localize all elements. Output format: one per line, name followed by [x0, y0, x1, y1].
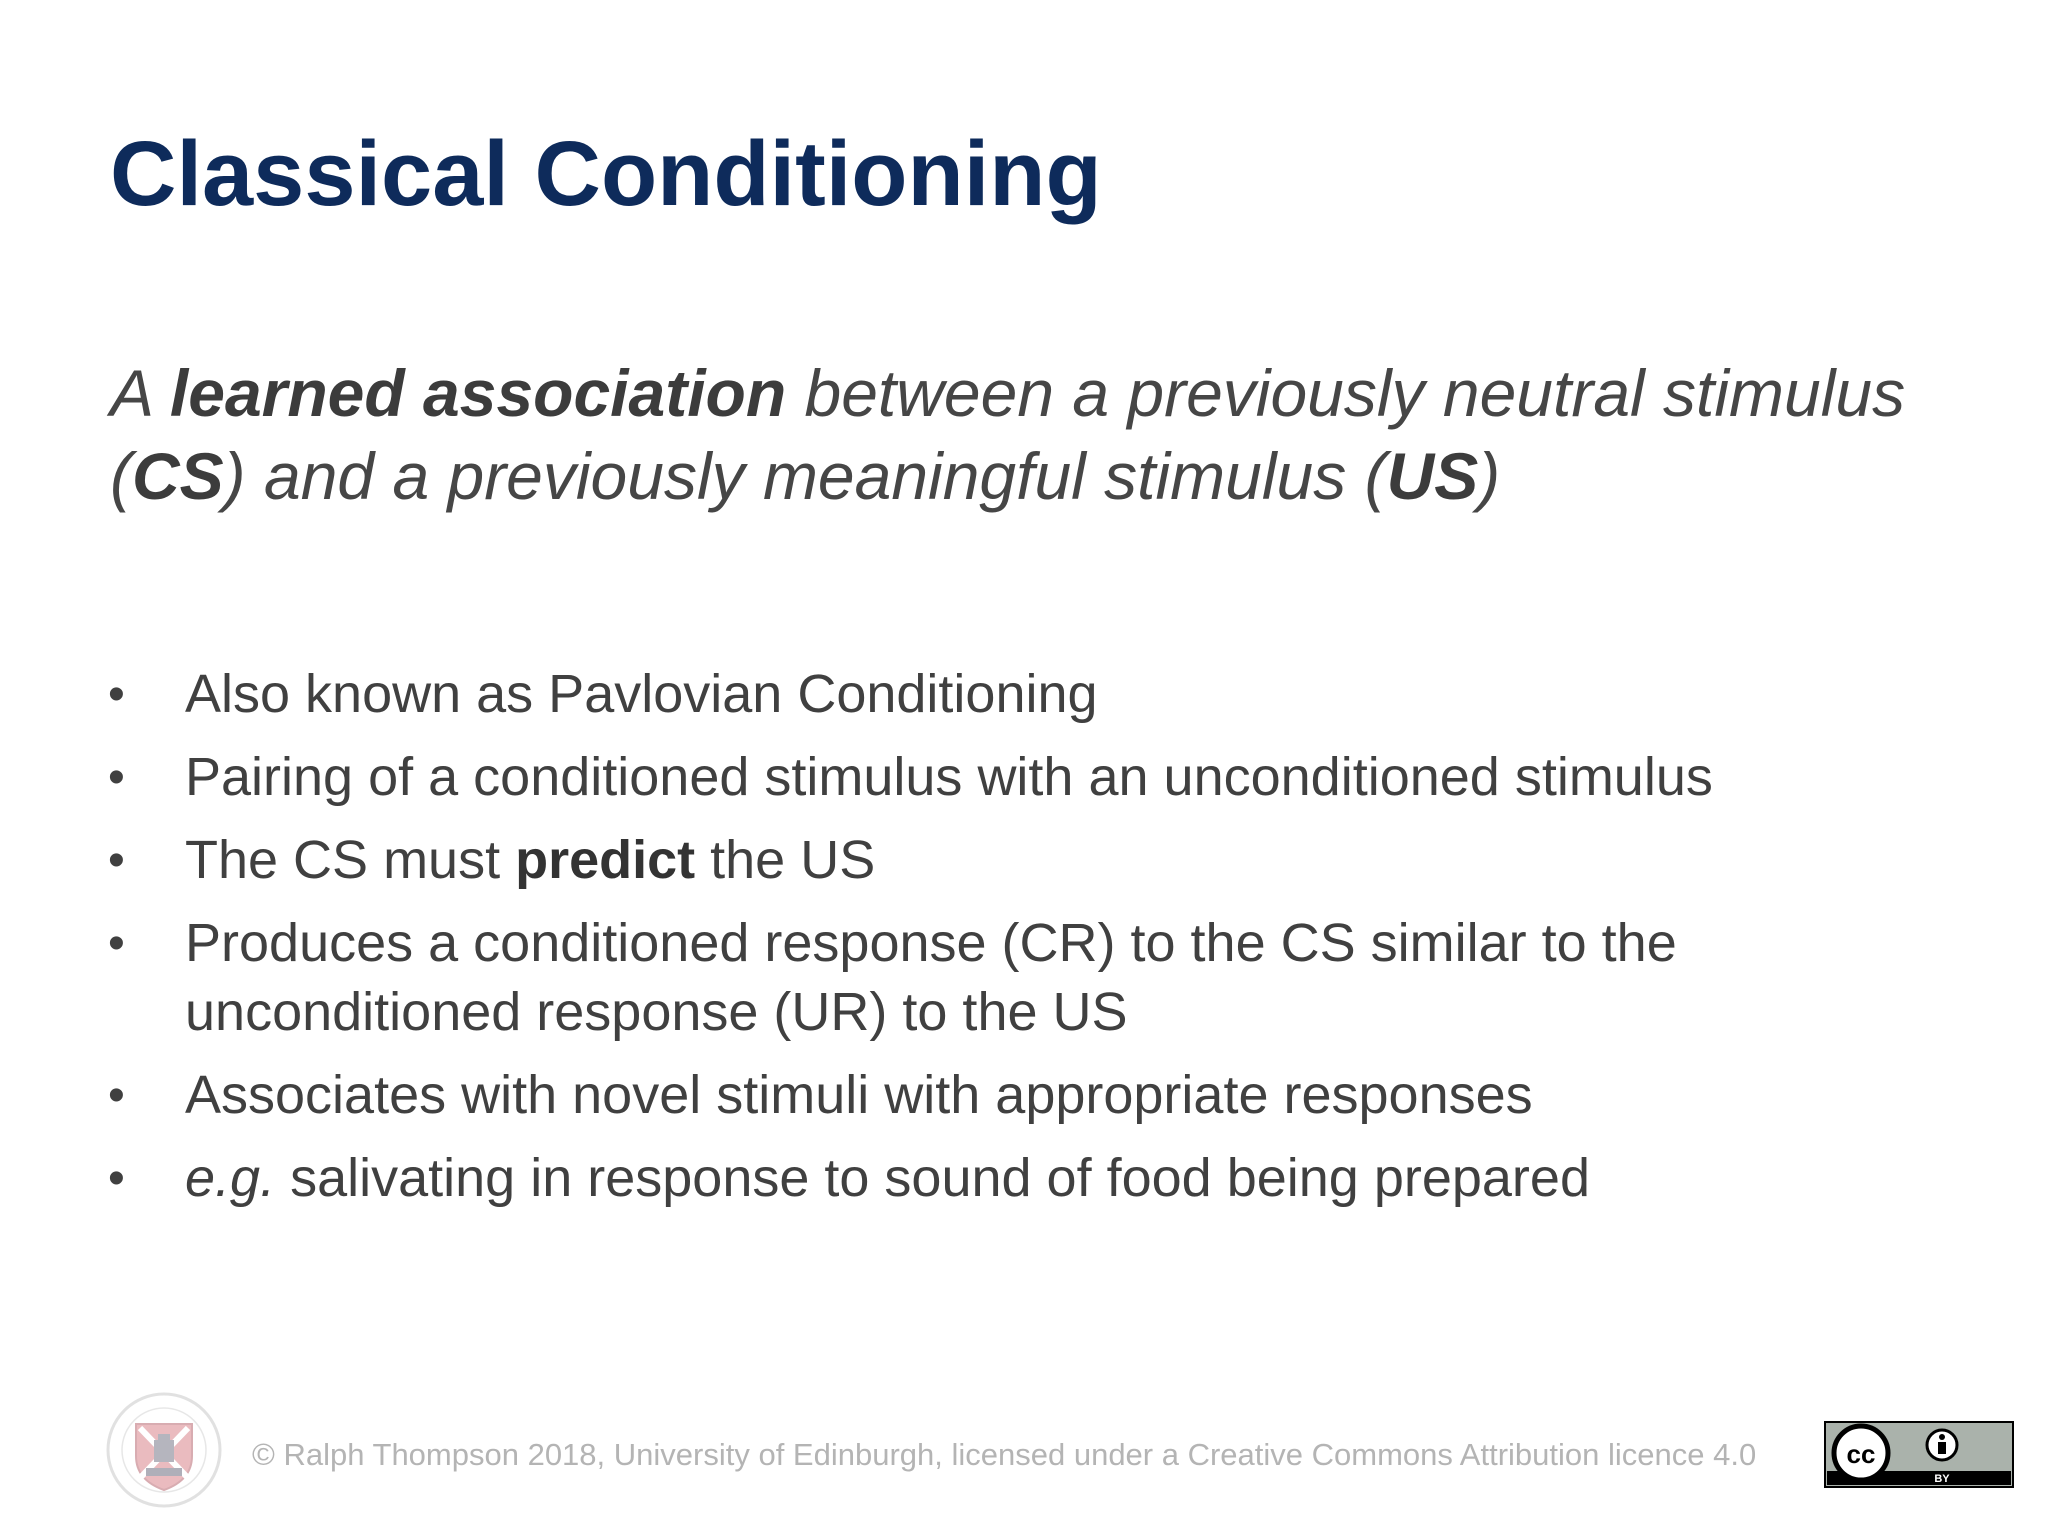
definition-part-2: between a previously neutral stimulus (: [110, 356, 1906, 513]
bullet-item: [0, 1061, 2048, 1130]
bullet-list: [0, 660, 2048, 1227]
definition-part-1: A: [110, 356, 170, 430]
bullet-item: [0, 909, 2048, 1047]
bullet-marker: •: [108, 751, 125, 804]
bullet-text-post: salivating in response to sound of food being prepared: [275, 1148, 1590, 1208]
slide-title: Classical Conditioning: [110, 123, 1102, 225]
bullet-text-post: the US: [695, 830, 876, 890]
definition-part-3: ) and a previously meaningful stimulus (: [223, 439, 1387, 513]
cc-label: cc: [1846, 1439, 1876, 1469]
bullet-item: [0, 743, 2048, 812]
university-crest-icon: [104, 1390, 224, 1510]
bullet-marker: •: [108, 668, 125, 721]
bullet-text-bold-predict: predict: [515, 830, 696, 890]
definition-bold-us: US: [1386, 439, 1479, 513]
bullet-text: Pairing of a conditioned stimulus with an unconditioned stimulus: [185, 747, 1713, 807]
definition-bold-learned-association: learned association: [169, 356, 787, 430]
bullet-item: [0, 1144, 2048, 1213]
bullet-text-pre: The CS must: [185, 830, 516, 890]
bullet-item: [0, 826, 2048, 895]
bullet-text: Associates with novel stimuli with appropriate responses: [185, 1065, 1533, 1125]
bullet-text: Produces a conditioned response (CR) to the CS similar to the unconditioned response (UR) to the US: [185, 913, 1677, 1042]
copyright-text: © Ralph Thompson 2018, University of Edinburgh, licensed under a Creative Commons Attribution licence 4.0: [252, 1437, 1757, 1472]
bullet-item: [0, 660, 2048, 729]
cc-by-icon[interactable]: [1824, 1421, 2014, 1488]
bullet-text-italic-eg: e.g.: [185, 1148, 276, 1208]
bullet-marker: •: [108, 1069, 125, 1122]
bullet-text: Also known as Pavlovian Conditioning: [185, 664, 1098, 724]
bullet-marker: •: [108, 917, 125, 970]
definition-text: [110, 352, 1970, 518]
definition-part-4: ): [1478, 439, 1501, 513]
by-label: BY: [1934, 1473, 1950, 1485]
bullet-marker: •: [108, 834, 125, 887]
bullet-marker: •: [108, 1152, 125, 1205]
definition-bold-cs: CS: [131, 439, 224, 513]
